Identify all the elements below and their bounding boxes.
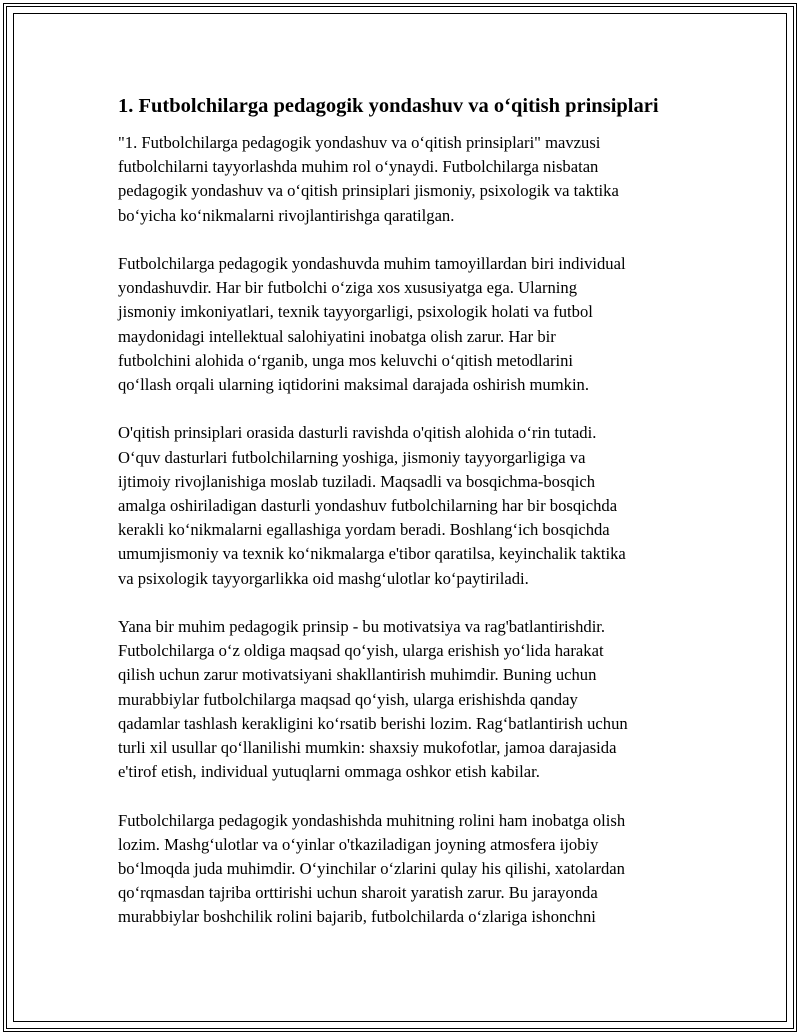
text-line: jismoniy imkoniyatlari, texnik tayyorgarligi, psixologik holati va futbol — [118, 302, 593, 322]
text-line: "1. Futbolchilarga pedagogik yondashuv va o‘qitish prinsiplari" mavzusi — [118, 133, 601, 152]
text-line: Yana bir muhim pedagogik prinsip - bu motivatsiya va rag'batlantirishdir. — [118, 617, 606, 637]
text-line: bo‘lmoqda juda muhimdir. O‘yinchilar o‘zlarini qulay his qilishi, xatolardan — [118, 859, 625, 879]
text-line: pedagogik yondashuv va o‘qitish prinsiplari jismoniy, psixologik va taktika — [118, 181, 619, 201]
text-line: kerakli ko‘nikmalarni egallashiga yordam beradi. Boshlang‘ich bosqichda — [118, 520, 610, 540]
paragraph-3 — [118, 421, 693, 590]
document-title: 1. Futbolchilarga pedagogik yondashuv va o‘qitish prinsiplari — [118, 95, 659, 117]
text-line: futbolchini alohida o‘rganib, unga mos keluvchi o‘qitish metodlarini — [118, 350, 574, 370]
text-line: Futbolchilarga o‘z oldiga maqsad qo‘yish, ularga erishish yo‘lida harakat — [118, 641, 604, 661]
text-line: qadamlar tashlash kerakligini ko‘rsatib berishi lozim. Rag‘batlantirish uchun — [118, 713, 628, 733]
text-line: umumjismoniy va texnik ko‘nikmalarga e'tibor qaratilsa, keyinchalik taktika — [118, 544, 626, 564]
text-line: qo‘llash orqali ularning iqtidorini maksimal darajada oshirish mumkin. — [118, 375, 589, 395]
text-line: murabbiylar boshchilik rolini bajarib, futbolchilarda o‘zlariga ishonchni — [118, 907, 596, 927]
text-line: O'qitish prinsiplari orasida dasturli ravishda o'qitish alohida o‘rin tutadi. — [118, 423, 597, 443]
text-line: maydonidagi intellektual salohiyatini inobatga olish zarur. Har bir — [118, 326, 556, 346]
text-line: lozim. Mashg‘ulotlar va o‘yinlar o'tkaziladigan joyning atmosfera ijobiy — [118, 834, 599, 854]
text-line: O‘quv dasturlari futbolchilarning yoshiga, jismoniy tayyorgarligiga va — [118, 447, 586, 467]
text-line: yondashuvdir. Har bir futbolchi o‘ziga xos xususiyatga ega. Ularning — [118, 278, 577, 298]
text-line: qo‘rqmasdan tajriba orttirishi uchun sharoit yaratish zarur. Bu jarayonda — [118, 883, 598, 903]
paragraph-2 — [118, 252, 693, 397]
text-line: turli xil usullar qo‘llanilishi mumkin: shaxsiy mukofotlar, jamoa darajasida — [118, 738, 617, 758]
text-line: murabbiylar futbolchilarga maqsad qo‘yish, ularga erishishda qanday — [118, 689, 578, 709]
paragraph-1 — [118, 131, 693, 228]
text-line: futbolchilarni tayyorlashda muhim rol o‘ynaydi. Futbolchilarga nisbatan — [118, 157, 599, 177]
text-line: ijtimoiy rivojlanishiga moslab tuziladi. Maqsadli va bosqichma-bosqich — [118, 471, 595, 491]
text-line: Futbolchilarga pedagogik yondashishda muhitning rolini ham inobatga olish — [118, 810, 626, 830]
document-body — [118, 93, 693, 954]
text-line: va psixologik tayyorgarlikka oid mashg‘ulotlar ko‘paytiriladi. — [118, 568, 529, 588]
paragraph-4 — [118, 615, 693, 784]
text-line: e'tirof etish, individual yutuqlarni ommaga oshkor etish kabilar. — [118, 762, 540, 782]
text-line: amalga oshiriladigan dasturli yondashuv futbolchilarning har bir bosqichda — [118, 496, 618, 516]
paragraph-5 — [118, 809, 693, 930]
text-line: bo‘yicha ko‘nikmalarni rivojlantirishga qaratilgan. — [118, 205, 455, 225]
text-line: Futbolchilarga pedagogik yondashuvda muhim tamoyillardan biri individual — [118, 254, 626, 273]
text-line: qilish uchun zarur motivatsiyani shakllantirish muhimdir. Buning uchun — [118, 665, 597, 685]
